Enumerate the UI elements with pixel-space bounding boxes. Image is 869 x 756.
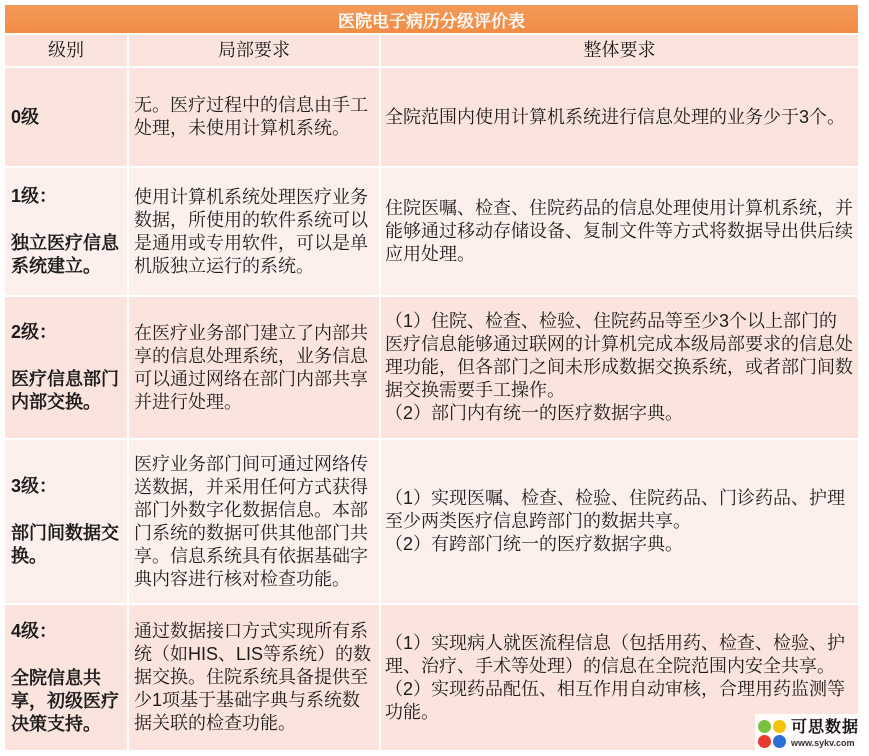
row-3-overall-cell xyxy=(381,440,858,605)
row-4-level-name: 全院信息共享，初级医疗决策支持。 xyxy=(11,667,119,734)
row-2-overall-item-1: （1）住院、检查、检验、住院药品等至少3个以上部门的医疗信息能够通过联网的计算机完成本级局部要求的信息处理功能，但各部门之间未形成数据交换系统，或者部门间数据交换需要手工操作。 xyxy=(385,311,853,400)
evaluation-table xyxy=(5,5,858,752)
table-title: 医院电子病历分级评价表 xyxy=(5,5,858,35)
row-3-level-name: 部门间数据交换。 xyxy=(11,523,119,566)
row-2-level: 2级： xyxy=(11,322,58,342)
row-1-level: 1级： xyxy=(11,186,58,206)
row-2-level-cell xyxy=(5,297,129,440)
row-1-level-name: 独立医疗信息系统建立。 xyxy=(11,233,119,276)
row-3-overall-item-1: （1）实现医嘱、检查、检验、住院药品、门诊药品、护理至少两类医疗信息跨部门的数据共享。 xyxy=(385,488,846,531)
row-2-local: 在医疗业务部门建立了内部共享的信息处理系统，业务信息可以通过网络在部门内部共享并进行处理。 xyxy=(129,297,381,440)
logo-name: 可思数据 xyxy=(791,719,860,736)
row-1-overall-item: 住院医嘱、检查、住院药品的信息处理使用计算机系统，并能够通过移动存储设备、复制文件等方式将数据导出供后续应用处理。 xyxy=(385,198,853,264)
row-0-local: 无。医疗过程中的信息由手工处理，未使用计算机系统。 xyxy=(129,68,381,168)
logo-text xyxy=(791,720,859,748)
row-4-local: 通过数据接口方式实现所有系统（如HIS、LIS等系统）的数据交换。住院系统具备提供至少1项基于基础字典与系统数据关联的检查功能。 xyxy=(129,605,381,752)
logo-url: www.sykv.com xyxy=(791,738,855,748)
row-0-overall-item: 全院范围内使用计算机系统进行信息处理的业务少于3个。 xyxy=(385,106,846,127)
row-2-overall-item-2: （2）部门内有统一的医疗数据字典。 xyxy=(385,403,684,423)
row-1-level-cell xyxy=(5,168,129,297)
row-2-overall-cell xyxy=(381,297,858,440)
row-1-overall-cell xyxy=(381,168,858,297)
header-overall-requirements: 整体要求 xyxy=(381,35,858,68)
row-0-level-cell xyxy=(5,68,129,168)
row-1-local: 使用计算机系统处理医疗业务数据，所使用的软件系统可以是通用或专用软件，可以是单机版独立运行的系统。 xyxy=(129,168,381,297)
row-0-level: 0级 xyxy=(11,106,40,127)
row-0-overall-cell xyxy=(381,68,858,168)
row-4-overall-item-1: （1）实现病人就医流程信息（包括用药、检查、检验、护理、治疗、手术等处理）的信息在全院范围内安全共享。 xyxy=(385,632,846,676)
row-3-local: 医疗业务部门间可通过网络传送数据，并采用任何方式获得部门外数字化数据信息。本部门系统的数据可供其他部门共享。信息系统具有依据基础字典内容进行核对检查功能。 xyxy=(129,440,381,605)
row-3-level-cell xyxy=(5,440,129,605)
row-4-level-cell xyxy=(5,605,129,752)
row-3-level: 3级： xyxy=(11,476,58,496)
header-level: 级别 xyxy=(5,35,129,68)
watermark-logo xyxy=(755,714,867,754)
header-local-requirements: 局部要求 xyxy=(129,35,381,68)
row-4-overall-item-2: （2）实现药品配伍、相互作用自动审核，合理用药监测等功能。 xyxy=(385,678,846,722)
four-circles-logo-icon xyxy=(757,719,787,749)
row-3-overall-item-2: （2）有跨部门统一的医疗数据字典。 xyxy=(385,534,684,554)
row-4-level: 4级： xyxy=(11,620,58,641)
row-2-level-name: 医疗信息部门内部交换。 xyxy=(11,369,119,412)
